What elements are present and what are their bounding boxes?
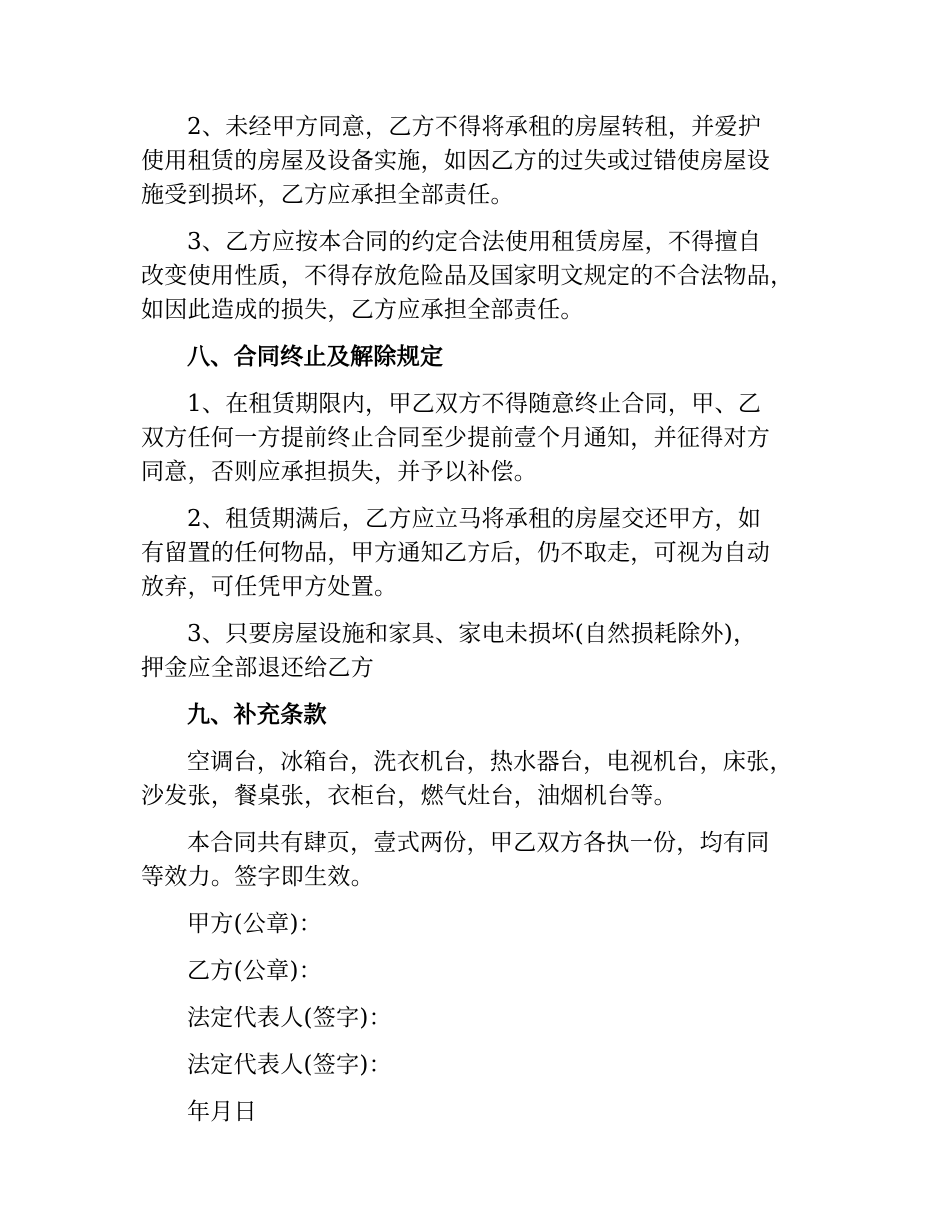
clause-1-termination bbox=[141, 387, 821, 489]
paragraph-line: 3、乙方应按本合同的约定合法使用租赁房屋，不得擅自 bbox=[187, 229, 762, 255]
paragraph-line: 放弃，可任凭甲方处置。 bbox=[141, 574, 398, 600]
section-heading-9: 九、补充条款 bbox=[187, 701, 327, 728]
clause-3-deposit bbox=[141, 617, 821, 685]
paragraph-line: 2、未经甲方同意，乙方不得将承租的房屋转租，并爱护 bbox=[187, 114, 762, 140]
paragraph-line: 1、在租赁期限内，甲乙双方不得随意终止合同，甲、乙 bbox=[187, 391, 762, 417]
paragraph-line: 3、只要房屋设施和家具、家电未损坏(自然损耗除外)， bbox=[187, 621, 757, 647]
paragraph-line: 使用租赁的房屋及设备实施，如因乙方的过失或过错使房屋设 bbox=[141, 148, 771, 174]
section-heading-8: 八、合同终止及解除规定 bbox=[187, 343, 444, 370]
paragraph-line: 双方任何一方提前终止合同至少提前壹个月通知，并征得对方 bbox=[141, 425, 771, 451]
appliance-list bbox=[141, 745, 821, 813]
clause-2-sublet bbox=[141, 110, 821, 212]
paragraph-line: 施受到损坏，乙方应承担全部责任。 bbox=[141, 182, 514, 208]
paragraph-line: 空调台，冰箱台，洗衣机台，热水器台，电视机台，床张， bbox=[187, 749, 793, 775]
paragraph-line: 如因此造成的损失，乙方应承担全部责任。 bbox=[141, 297, 584, 323]
clause-2-expiry bbox=[141, 502, 821, 604]
paragraph-line: 2、租赁期满后，乙方应立马将承租的房屋交还甲方，如 bbox=[187, 506, 762, 532]
paragraph-line: 押金应全部退还给乙方 bbox=[141, 655, 374, 681]
paragraph-line: 同意，否则应承担损失，并予以补偿。 bbox=[141, 459, 538, 485]
paragraph-line: 有留置的任何物品，甲方通知乙方后，仍不取走，可视为自动 bbox=[141, 540, 771, 566]
contract-copies-clause bbox=[141, 826, 821, 894]
signature-date bbox=[141, 1095, 821, 1129]
date-label: 年月日 bbox=[187, 1099, 257, 1125]
signature-party-b bbox=[141, 954, 821, 988]
document-body bbox=[141, 110, 821, 1129]
signature-label: 法定代表人(签字)： bbox=[187, 1005, 392, 1031]
signature-rep-b bbox=[141, 1048, 821, 1082]
signature-party-a bbox=[141, 907, 821, 941]
signature-rep-a bbox=[141, 1001, 821, 1035]
paragraph-line: 改变使用性质，不得存放危险品及国家明文规定的不合法物品， bbox=[141, 263, 794, 289]
paragraph-line: 等效力。签字即生效。 bbox=[141, 864, 374, 890]
clause-3-usage bbox=[141, 225, 821, 327]
paragraph-line: 沙发张，餐桌张，衣柜台，燃气灶台，油烟机台等。 bbox=[141, 783, 677, 809]
signature-label: 乙方(公章)： bbox=[187, 958, 323, 984]
paragraph-line: 本合同共有肆页，壹式两份，甲乙双方各执一份，均有同 bbox=[187, 830, 770, 856]
signature-label: 法定代表人(签字)： bbox=[187, 1052, 392, 1078]
signature-label: 甲方(公章)： bbox=[187, 911, 323, 937]
